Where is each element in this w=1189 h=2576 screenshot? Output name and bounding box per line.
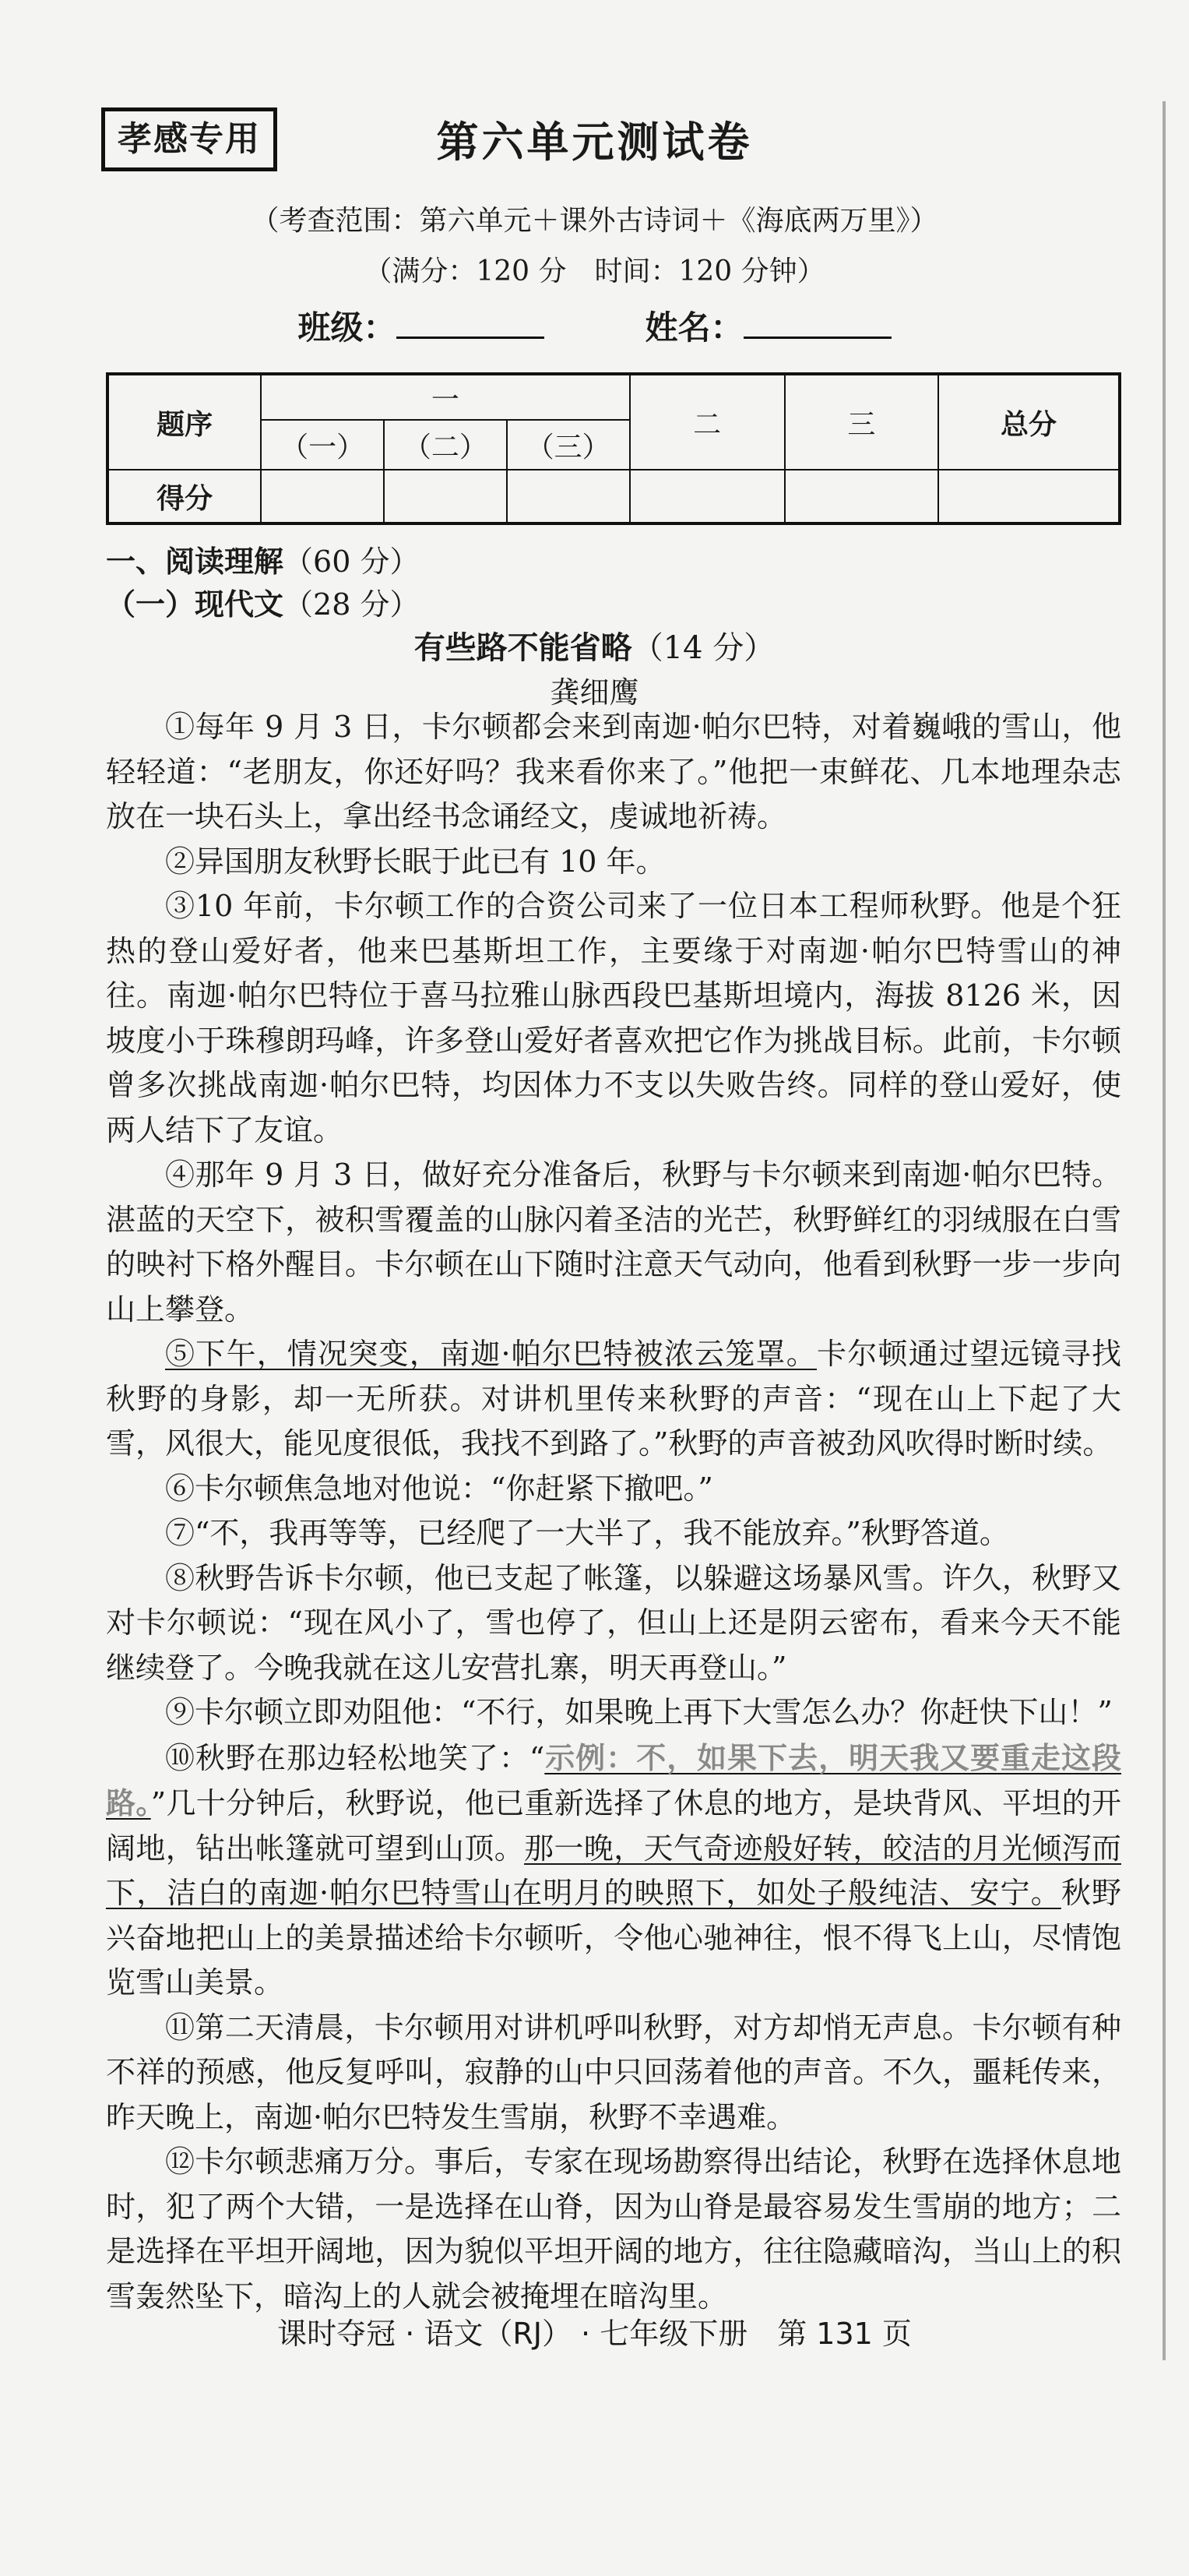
part-three-header: 三: [785, 374, 938, 470]
score-cell[interactable]: [785, 470, 938, 523]
class-blank[interactable]: [396, 310, 544, 339]
score-cell[interactable]: [261, 470, 384, 523]
article-author: 龚细鹰: [550, 675, 639, 710]
paragraph: ⑤下午，情况突变，南迦·帕尔巴特被浓云笼罩。卡尔顿通过望远镜寻找秋野的身影，却一无所获。对讲机里传来秋野的声音：“现在山上下起了大雪，风很大，能见度很低，我找不到路了。”秋野的声音被劲风吹得时断时续。: [106, 1337, 1121, 1461]
paragraph: ④那年 9 月 3 日，做好充分准备后，秋野与卡尔顿来到南迦·帕尔巴特。湛蓝的天空下，被积雪覆盖的山脉闪着圣洁的光芒，秋野鲜红的羽绒服在白雪的映衬下格外醒目。卡尔顿在山下随时注意天气动向，他看到秋野一步一步向山上攀登。: [106, 1158, 1121, 1327]
page-footer: 课时夺冠 · 语文（RJ） · 七年级下册 第 131 页: [277, 2317, 912, 2351]
score-row-label: 得分: [107, 470, 261, 523]
paragraph: ①每年 9 月 3 日，卡尔顿都会来到南迦·帕尔巴特，对着巍峨的雪山，他轻轻道：“老朋友，你还好吗？我来看你来了。”他把一束鲜花、几本地理杂志放在一块石头上，拿出经书念诵经文，虔诚地祈祷。: [106, 710, 1121, 833]
paragraph: ③10 年前，卡尔顿工作的合资公司来了一位日本工程师秋野。他是个狂热的登山爱好者，他来巴基斯坦工作，主要缘于对南迦·帕尔巴特雪山的神往。南迦·帕尔巴特位于喜马拉雅山脉西段巴基斯坦境内，海拔 8126 米，因坡度小于珠穆朗玛峰，许多登山爱好者喜欢把它作为挑战目标。此前，卡尔顿曾多次挑战南迦·帕尔巴特，均因体力不支以失败告终。同样的登山爱好，使两人结下了友谊。: [106, 889, 1121, 1147]
exam-meta: （满分：120 分 时间：120 分钟）: [364, 255, 825, 287]
sub-part-3: （三）: [507, 420, 630, 470]
total-header: 总分: [938, 374, 1120, 470]
section-heading: 一、阅读理解（60 分）: [106, 544, 420, 579]
student-fields: [0, 302, 1189, 349]
paragraph: ⑨卡尔顿立即劝阻他：“不行，如果晚上再下大雪怎么办？你赶快下山！”: [165, 1695, 1113, 1729]
score-cell[interactable]: [630, 470, 785, 523]
exam-scope: （考查范围：第六单元＋课外古诗词＋《海底两万里》）: [251, 205, 938, 237]
fill-in-answer[interactable]: 示例：不，如果下去，明天我又要重走这段路。: [106, 1739, 1121, 1820]
score-cell[interactable]: [384, 470, 507, 523]
underlined-sentence: 那一晚，天气奇迹般好转，皎洁的月光倾泻而下，洁白的南迦·帕尔巴特雪山在明月的映照下，如处子般纯洁、安宁。: [106, 1831, 1121, 1910]
subsection-heading: （一）现代文（28 分）: [106, 587, 420, 622]
score-table: [106, 372, 1121, 525]
sub-part-1: （一）: [261, 420, 384, 470]
name-blank[interactable]: [744, 310, 892, 339]
underlined-sentence: ⑤下午，情况突变，南迦·帕尔巴特被浓云笼罩。: [165, 1337, 817, 1371]
paragraph: ⑦“不，我再等等，已经爬了一大半了，我不能放弃。”秋野答道。: [165, 1516, 1009, 1550]
score-cell[interactable]: [938, 470, 1120, 523]
paragraph: ⑥卡尔顿焦急地对他说：“你赶紧下撤吧。”: [165, 1471, 713, 1506]
part-two-header: 二: [630, 374, 785, 470]
page-edge-divider: [1163, 101, 1166, 2360]
sub-part-2: （二）: [384, 420, 507, 470]
region-badge: 孝感专用: [101, 107, 277, 171]
article-body: [106, 705, 1121, 2319]
order-header: 题序: [107, 374, 261, 470]
article-title: 有些路不能省略（14 分）: [413, 629, 776, 666]
class-label: 班级：: [297, 308, 396, 347]
paragraph: ⑪第二天清晨，卡尔顿用对讲机呼叫秋野，对方却悄无声息。卡尔顿有种不祥的预感，他反复呼叫，寂静的山中只回荡着他的声音。不久，噩耗传来，昨天晚上，南迦·帕尔巴特发生雪崩，秋野不幸遇难。: [106, 2010, 1121, 2134]
paragraph: ⑩秋野在那边轻松地笑了：“示例：不，如果下去，明天我又要重走这段路。”几十分钟后，秋野说，他已重新选择了休息的地方，是块背风、平坦的开阔地，钻出帐篷就可望到山顶。那一晚，天气奇迹般好转，皎洁的月光倾泻而下，洁白的南迦·帕尔巴特雪山在明月的映照下，如处子般纯洁、安宁。秋野兴奋地把山上的美景描述给卡尔顿听，令他心驰神往，恨不得飞上山，尽情饱览雪山美景。: [106, 1739, 1121, 2000]
paragraph: ⑫卡尔顿悲痛万分。事后，专家在现场勘察得出结论，秋野在选择休息地时，犯了两个大错，一是选择在山脊，因为山脊是最容易发生雪崩的地方；二是选择在平坦开阔地，因为貌似平坦开阔的地方，往往隐藏暗沟，当山上的积雪轰然坠下，暗沟上的人就会被掩埋在暗沟里。: [106, 2144, 1121, 2313]
paragraph: ⑧秋野告诉卡尔顿，他已支起了帐篷，以躲避这场暴风雪。许久，秋野又对卡尔顿说：“现在风小了，雪也停了，但山上还是阴云密布，看来今天不能继续登了。今晚我就在这儿安营扎寨，明天再登山。”: [106, 1560, 1121, 1685]
page-title: 第六单元测试卷: [436, 118, 753, 167]
score-cell[interactable]: [507, 470, 630, 523]
paragraph: ②异国朋友秋野长眠于此已有 10 年。: [165, 844, 666, 879]
part-one-header: 一: [261, 374, 629, 420]
name-label: 姓名：: [645, 308, 744, 347]
